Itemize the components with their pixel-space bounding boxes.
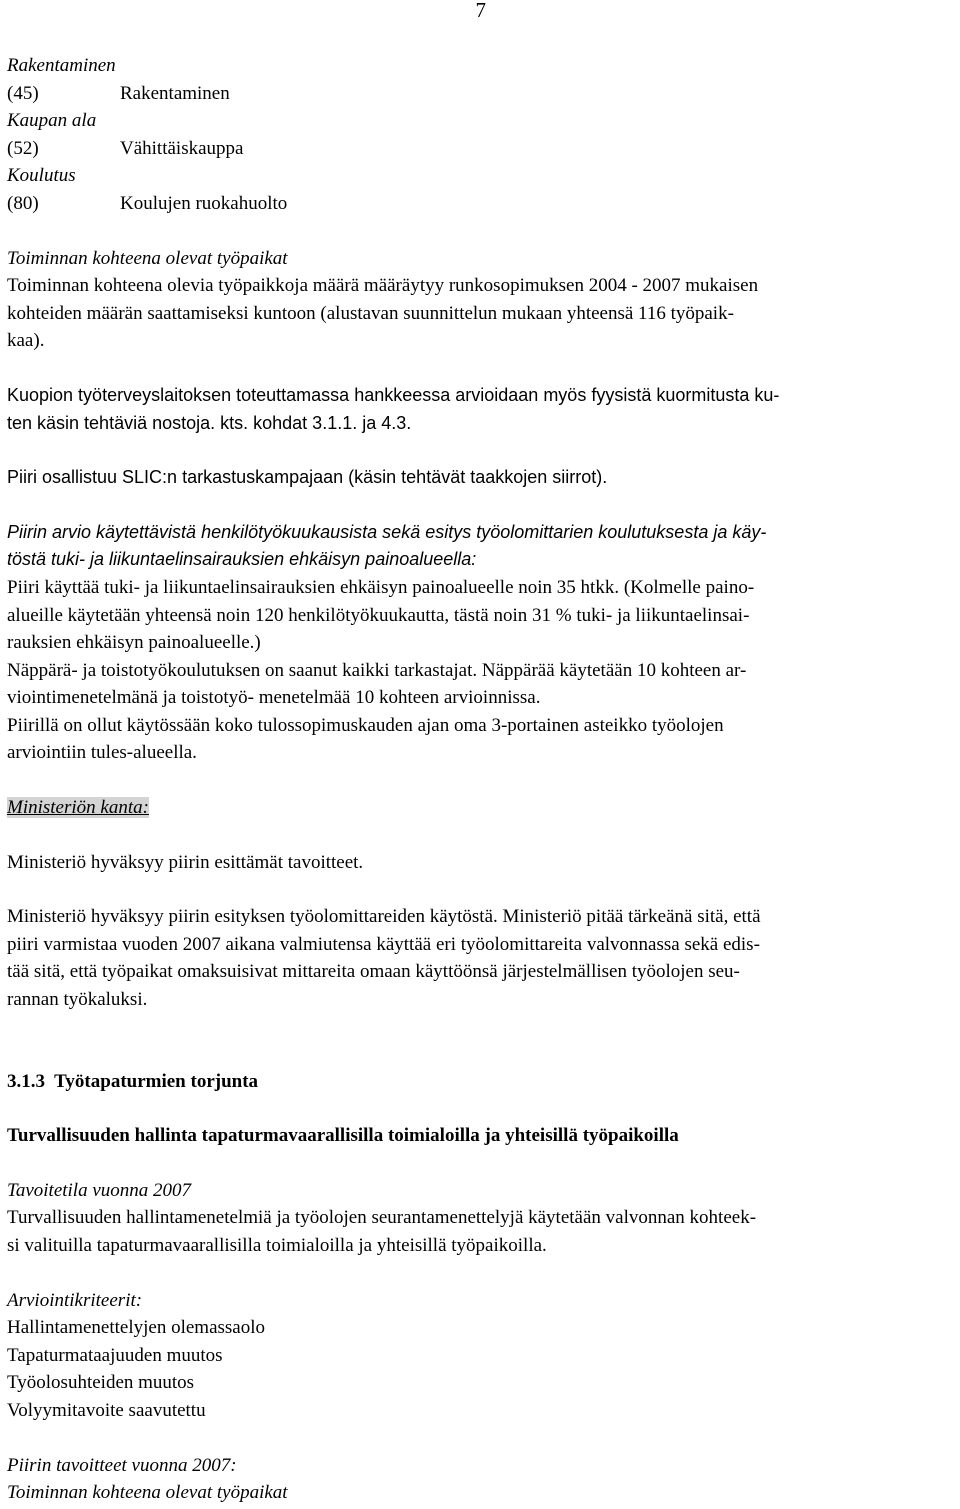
estimate-heading: Piirin arvio käytettävistä henkilötyökuukausista sekä esitys työolomittarien koulutuksesta ja käy- [7,521,767,542]
criteria-item: Työolosuhteiden muutos [7,1372,195,1394]
text-line: Piiri käyttää tuki- ja liikuntaelinsairauksien ehkäisyn painoalueelle noin 35 htkk. (Kolmelle paino- [7,576,755,598]
sector-row [7,190,957,218]
sector-code: (45) [7,82,39,104]
text-line: kaa). [7,330,45,352]
text-line: viointimenetelmänä ja toistotyö- menetelmää 10 kohteen arvioinnissa. [7,687,541,709]
criteria-heading: Arviointikriteerit: [7,1289,143,1311]
text-line: rauksien ehkäisyn painoalueelle.) [7,632,261,654]
text-line: Ministeriö hyväksyy piirin esittämät tavoitteet. [7,851,364,873]
page-number: 7 [475,0,486,22]
criteria-item: Tapaturmataajuuden muutos [7,1344,223,1366]
text-line: rannan työkaluksi. [7,989,148,1011]
text-line: piiri varmistaa vuoden 2007 aikana valmiutensa käyttää eri työolomittareita valvonnassa sekä edis- [7,933,760,955]
sector-list [7,52,957,218]
target-heading: Toiminnan kohteena olevat työpaikat [7,247,288,269]
ministry-heading: Ministeriön kanta: [7,797,149,819]
text-line: Toiminnan kohteena olevia työpaikkoja määrä määräytyy runkosopimuksen 2004 - 2007 mukaisen [7,275,759,297]
text-line: Piiri osallistuu SLIC:n tarkastuskampajaan (käsin tehtävät taakkojen siirrot). [7,467,608,488]
text-line: Turvallisuuden hallintamenetelmiä ja työolojen seurantamenettelyjä käytetään valvonnan kohteek- [7,1207,757,1229]
text-line: Näppärä- ja toistotyökoulutuksen on saanut kaikki tarkastajat. Näppärää käytetään 10 kohteen ar- [7,659,747,681]
sector-heading: Rakentaminen [7,55,116,76]
sector-row [7,80,957,108]
goal-heading: Tavoitetila vuonna 2007 [7,1179,192,1201]
text-line: Ministeriö hyväksyy piirin esityksen työolomittareiden käytöstä. Ministeriö pitää tärkeänä sitä, että [7,906,761,928]
text-line: Piirillä on ollut käytössään koko tulossopimuskauden ajan oma 3-portainen asteikko työolojen [7,714,724,736]
sector-heading: Kaupan ala [7,110,97,132]
subsection-title: Turvallisuuden hallinta tapaturmavaarallisilla toimialoilla ja yhteisillä työpaikoilla [7,1125,679,1147]
sector-name: Rakentaminen [120,82,230,104]
final-heading: Toiminnan kohteena olevat työpaikat [7,1482,288,1504]
text-line: si valituilla tapaturmavaarallisilla toimialoilla ja yhteisillä työpaikoilla. [7,1235,547,1256]
district-goals-heading: Piirin tavoitteet vuonna 2007: [7,1454,237,1476]
text-line: ten käsin tehtäviä nostoja. kts. kohdat 3.1.1. ja 4.3. [7,412,412,433]
text-line: alueille käytetään yhteensä noin 120 henkilötyökuukautta, tästä noin 31 % tuki- ja liikuntaelinsai- [7,604,750,626]
text-line: Kuopion työterveyslaitoksen toteuttamassa hankkeessa arvioidaan myös fyysistä kuormitusta ku- [7,384,780,405]
sector-name: Vähittäiskauppa [120,137,244,159]
estimate-heading: töstä tuki- ja liikuntaelinsairauksien ehkäisyn painoalueella: [7,549,477,570]
text-line: tää sitä, että työpaikat omaksuisivat mittareita omaan käyttöönsä järjestelmällisen työolojen seu- [7,961,740,983]
criteria-item: Volyymitavoite saavutettu [7,1399,206,1421]
sector-heading: Koulutus [7,165,76,187]
section-title: 3.1.3 Työtapaturmien torjunta [7,1070,259,1092]
sector-code: (80) [7,192,39,214]
sector-row [7,135,957,163]
text-line: arviointiin tules-alueella. [7,742,197,764]
text-line: kohteiden määrän saattamiseksi kuntoon (alustavan suunnittelun mukaan yhteensä 116 työpaik- [7,302,734,324]
sector-name: Koulujen ruokahuolto [120,192,288,214]
document-body [7,52,957,1507]
criteria-item: Hallintamenettelyjen olemassaolo [7,1317,266,1339]
ministry-heading-row [7,794,957,822]
sector-code: (52) [7,137,39,159]
